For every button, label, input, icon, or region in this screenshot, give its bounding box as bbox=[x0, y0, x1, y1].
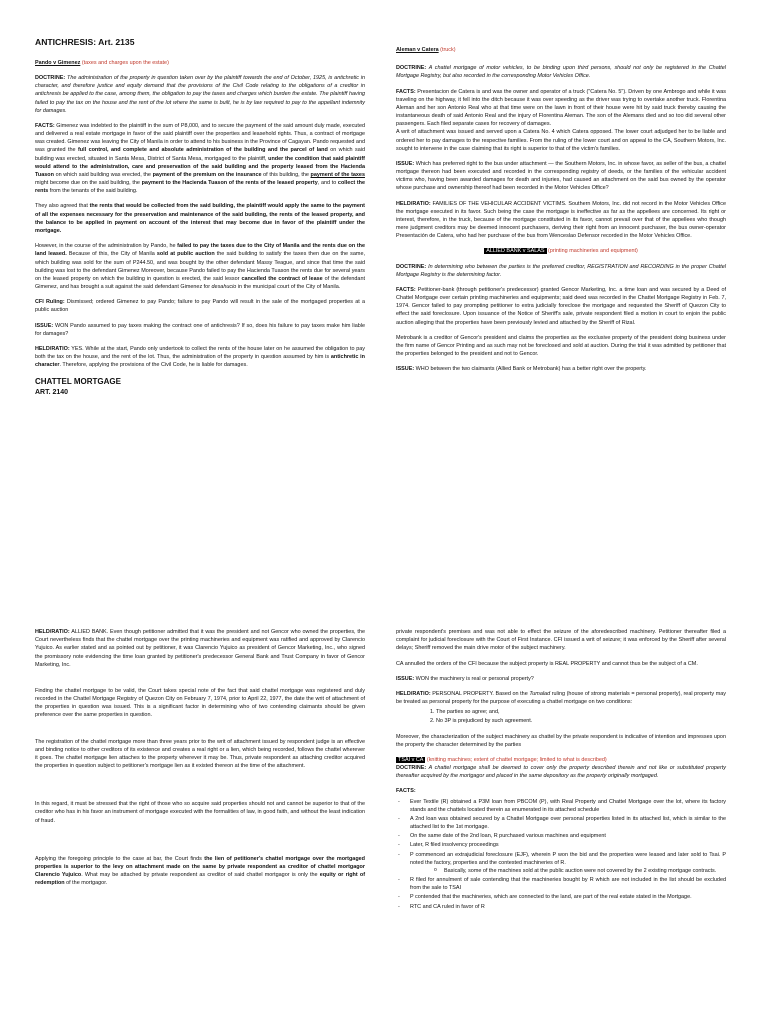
case-tag: (printing machineries and equipment) bbox=[546, 248, 638, 255]
case-name: TSAI v CA bbox=[398, 756, 424, 763]
text: PERSONAL PROPERTY. Based on the bbox=[430, 690, 530, 697]
list-item: - Ever Textile (R) obtained a P3M loan from PBCOM (P), with Real Property and Chattel Mortgage over the lot, where its factory stands and the chattels located therein as enumerated in its attached schedule bbox=[410, 798, 726, 814]
label: DOCTRINE: bbox=[396, 65, 427, 72]
allied-facts bbox=[396, 286, 726, 327]
label: DOCTRINE: bbox=[35, 75, 66, 82]
bold-underline-text: payment of the taxes bbox=[310, 171, 365, 178]
list-item: - R filed for annulment of sale contending that the machineries bought by R which are not included in the list should be excluded from the sale to TSAI bbox=[410, 876, 726, 892]
label: FACTS: bbox=[35, 122, 55, 129]
text: WON the machinery is real or personal property? bbox=[414, 675, 534, 682]
allied-doctrine bbox=[396, 263, 726, 279]
case-name: Pando v Gimenez bbox=[35, 59, 81, 66]
bold-text: equity or right of redemption bbox=[35, 872, 366, 887]
list-item bbox=[410, 851, 726, 876]
continued-facts bbox=[396, 628, 726, 653]
bold-text: full control, and complete and absolute administration of the building and the parcel of land bbox=[77, 147, 328, 154]
text: They also agreed that bbox=[35, 203, 90, 210]
pando-case-title bbox=[35, 59, 365, 67]
label: ISSUE: bbox=[396, 160, 415, 167]
text: Finding the chattel mortgage to be valid, the Court takes special note of the fact that said chattel mortgage was registered and duly recorded in the Chattel Mortgage Registry of Quezon City on February 7, 1974, prior to April 22, 1977, the date the writ of attachment of the properties in question was issued. This is a significant factor in determining who of two contending claimants should be given preference over the same properties in question. bbox=[35, 687, 365, 719]
list-item: 1. The parties so agree; and, bbox=[436, 708, 726, 716]
text: P commenced an extrajudicial foreclosure (EJF), wherein P won the bid and the properties were leased and later sold to Tsai. P noted the factory, properties and the contested machineries of R. bbox=[410, 851, 726, 866]
doctrine-text: The administration of the property in question taken over by the plaintiff towards the end of October, 1925, is antichretic in character, and therefore justice and equity demand that the provisions of the Civil Code relating to the obligations of a creditor in antichresis be applied to the case, among them, the obligation to pay the taxes and charges which burden the estate. The plaintiff having failed to pay the tax on the house and the rent of the lot where the same is built, he is by law required to pay to the appellant indemnity for damages. bbox=[35, 75, 365, 114]
text: on which said building was erected, situated in Santa Mesa, District of Santa Mesa, mortgaged to the plaintiff, bbox=[35, 147, 365, 162]
text: of the defendant Gimenez, and has brought a suit against the said defendant Gimenez for bbox=[35, 275, 365, 291]
bold-text: antichretic in character bbox=[35, 354, 365, 369]
allied-case-title bbox=[396, 247, 726, 255]
text: . What may be attached by private respondent as creditor of said chattel mortgagor is only the bbox=[81, 872, 320, 879]
text: of the mortgagor. bbox=[64, 880, 108, 887]
moreover-paragraph bbox=[396, 733, 726, 749]
bold-text: collect the rents bbox=[35, 180, 365, 195]
label: ISSUE: bbox=[35, 322, 54, 329]
page1-right-column bbox=[396, 46, 726, 381]
bold-text: the rents that would be collected from the said building, the plaintiff would apply the same to the payment of all the expenses necessary for the preservation and maintenance of the said building, the rents of the leased property, and the balance to be applied in payment on account of the interest that may become due in favor of the plaintiff under the mortgage. bbox=[35, 203, 365, 234]
pando-cfi-ruling bbox=[35, 298, 365, 314]
ca-ruling bbox=[396, 660, 726, 668]
aleman-case-title bbox=[396, 46, 726, 54]
text: of this building, the bbox=[261, 171, 311, 178]
pando-doctrine bbox=[35, 74, 365, 115]
machinery-issue bbox=[396, 675, 726, 683]
text: Presentacion de Catera is and was the owner and operator of a truck ("Catera No. 5"). Driven by one Ambrogo and while it was traveling on the highway, it fell into the ditch because it was over speeding as the driver was trying to overtake another truck. Florentina Aleman and her son Antonio Real who at that time were on the lawn in front of their house were hit by said truck thereby causing the instantaneous death of said Antonio Real and the injury of Florentina Aleman. The son of the Alemans died and so too did several other passengers. Each filed separate cases for recovery of damages. bbox=[396, 88, 726, 128]
list-item: 2. No 3P is prejudiced by such agreement. bbox=[436, 717, 726, 725]
text: private respondent's premises and was not able to effect the seizure of the aforedescribed machinery. Petitioner thereafter filed a complaint for judicial foreclosure with the Court of First Instance. CFI issued a writ of seizure; it was enforced by the Sheriff after several delays; Sheriff removed the main drive motor of the subject machinery. bbox=[396, 629, 726, 652]
label: HELD/RATIO: bbox=[35, 345, 70, 352]
label: FACTS: bbox=[396, 286, 416, 293]
bold-text: failed to pay the taxes due to the City of Manila and the rents due on the land leased. bbox=[35, 243, 365, 258]
text: Moreover, the characterization of the subject machinery as chattel by the private respondent is indicative of intention and impresses upon the property the character determined by the parties bbox=[396, 733, 726, 748]
label: HELD/RATIO: bbox=[396, 200, 431, 207]
text: ruling (house of strong materials = personal property), real property may be treated as personal property for the purpose of executing a chattel mortgage on two conditions: bbox=[396, 690, 726, 706]
page2-right-column bbox=[396, 628, 726, 912]
allied-issue bbox=[396, 365, 726, 373]
doctrine-text: A chattel mortgage shall be deemed to cover only the property described therein and not like or substituted property thereafter acquired by the mortgagor and placed in the same depository as the property originally mortgaged. bbox=[396, 765, 726, 780]
tsai-case-title bbox=[396, 756, 726, 764]
case-tag: (truck) bbox=[438, 47, 456, 53]
text: Petitioner-bank (through petitioner's predecessor) granted Gencor Marketing, Inc. a time loan and was secured by a Deed of Chattel Mortgage over certain printing machineries and equipments; said deed was recorded in the Chattel Mortgage Registry in Feb. 7, 1974. Gencor failed to pay prompting petitioner to extra judicially foreclose the mortgage and requested the Sheriff of Quezon City to effect the said foreclosure. Upon issuance of the Notice of Sheriff's sale, private respondent filed a motion in court to enjoin the public auction alleging that the properties have been previously levied and attached by the Sheriff of Rizal. bbox=[396, 286, 726, 326]
tsai-facts-list bbox=[396, 798, 726, 911]
label: DOCTRINE: bbox=[396, 765, 427, 772]
text: ALLIED BANK. Even though petitioner admitted that it was the president and not Gencor who owned the properties, the Court nevertheless finds that the chattel mortgage over the printing machineries and equipment was ratified and approved by Clarencio Yujuico. As earlier stated and as pointed out by petitioner, it was Clarencio Yujuico as president of Gencor Marketing, Inc., who signed the promissory note evidencing the time loan granted by petitioner's predecessor General Bank and Trust Company in favor of Gencor Marketing, Inc. bbox=[35, 629, 365, 668]
pando-facts bbox=[35, 122, 365, 196]
list-item: - Later, R filed insolvency proceedings bbox=[410, 841, 726, 849]
text: WHO between the two claimants (Allied Bank or Metrobank) has a better right over the property. bbox=[414, 366, 647, 373]
text: FAMILIES OF THE VEHICULAR ACCIDENT VICTIMS. Southern Motors, Inc. did not record in the Motor Vehicles Office the mortgage executed in its favor. Such being the case the mortgage is ineffective as far as the appellees are concerned. Its right or interest, therefore, in the truck, because of the mortgage constituted in its favor, cannot prevail over that of the appellees who though mere judgment creditors may be deemed innocent purchasers, deriving their right from an innocent purchaser, the bus owner-operator Presentación de Catera, who had her purchase of the bus from Wenceslao Defensor recorded in the Motor Vehicles Office. bbox=[396, 200, 726, 240]
text: . Therefore, applying the provisions of the Civil Code, he is liable for damages. bbox=[59, 362, 248, 369]
case-name: ALLIED BANK v SALAS bbox=[486, 248, 545, 255]
aleman-doctrine bbox=[396, 64, 726, 80]
antichresis-heading: ANTICHRESIS: Art. 2135 bbox=[35, 37, 135, 47]
text: A writ of attachment was issued and served upon a Catera No. 4 which Catera opposed. The lower court adjudged her to be liable and ordered her to pay damages to the respective families. From the ruling of the lower court and on appeal to the CA, Southern Motors, Inc. sought to intervene in the case claiming that its right is superior to that of the victim's families. bbox=[396, 129, 726, 152]
text: However, in the course of the administration by Pando, he bbox=[35, 243, 178, 250]
conditions-list bbox=[396, 708, 726, 725]
text: Because of this, the City of Manila bbox=[66, 251, 157, 258]
aleman-issue bbox=[396, 160, 726, 193]
pando-issue bbox=[35, 322, 365, 338]
bold-text: payment of the premium on the insurance bbox=[152, 171, 262, 178]
doctrine-text: In determining who between the parties is the preferred creditor, REGISTRATION and RECORDING in the proper Chattel Mortgage Registry is the determining factor. bbox=[396, 263, 726, 278]
label: HELD/RATIO: bbox=[35, 629, 70, 635]
page2-left-column bbox=[35, 628, 365, 894]
pando-however bbox=[35, 242, 365, 291]
list-item: - P contended that the machineries, which are connected to the land, are part of the real estate stated in the Mortgage. bbox=[410, 893, 726, 901]
allied-applying bbox=[35, 855, 365, 888]
list-item: - RTC and CA ruled in favor of R bbox=[410, 903, 726, 911]
chattel-mortgage-heading: CHATTEL MORTGAGE bbox=[35, 377, 121, 387]
pando-held bbox=[35, 345, 365, 370]
label: FACTS: bbox=[396, 88, 416, 95]
text: Which has preferred right to the bus under attachment — the Southern Motors, Inc. in whose favor, as seller of the bus, a chattel mortgage thereon had been executed and recorded in the corresponding registry of deeds, or the families of the vehicular accident victims who, having been awarded damages for death and injuries, had caused an attachment on the said bus owned by the operator whose purchase and ownership thereof had been recorded in the Motor Vehicles Office? bbox=[396, 160, 726, 192]
italic-text: Tumalad bbox=[529, 690, 551, 697]
list-item: - A 2nd loan was obtained secured by a Chattel Mortgage over personal properties listed in its attached list, which is similar to the attached list to the 1st mortgage. bbox=[410, 815, 726, 831]
bold-text: sold at public auction bbox=[156, 251, 215, 258]
text: Dismissed; ordered Gimenez to pay Pando; failure to pay Pando will result in the sale of the mortgaged properties at a public auction bbox=[35, 299, 366, 314]
label: DOCTRINE: bbox=[396, 263, 427, 270]
tsai-doctrine bbox=[396, 764, 726, 780]
tsai-facts-label bbox=[396, 787, 726, 795]
text: YES. While at the start, Pando only undertook to collect the rents of the house later on he assumed the obligation to pay both the tax on the house, and the rent of the lot. Thus, the administration of the property in question assumed by him is bbox=[35, 345, 365, 361]
aleman-facts bbox=[396, 88, 726, 129]
text: the said building to satisfy the taxes then due on the same, which building was sold for the sum of P244.50, and was bought by the other defendant Massy Teague, and since that time the said building was lost to the defendant Gimenez Moreover, because Pando failed to pay the Hacienda Tuason the rents due for several years on the leased property on which the building in question is erected, the said lessor bbox=[35, 251, 365, 282]
bold-text: under the condition that said plaintiff would attend to the administration, care and preservation of the said building and the property leased from the Hacienda Tuason bbox=[35, 155, 365, 178]
text: , and to bbox=[317, 180, 338, 187]
label: ISSUE: bbox=[396, 366, 415, 373]
bold-text: the lien of petitioner's chattel mortgage over the mortgaged properties is superior to the levy on attachment made on the same by private respondent as creditor of chattel mortgagor Clarencio Yujuico bbox=[35, 855, 365, 879]
doctrine-text: A chattel mortgage of motor vehicles, to be binding upon third persons, should not only be registered in the Chattel Mortgage Registry, but also recorded in the corresponding Motor Vehicles Office. bbox=[396, 65, 726, 80]
text: in the municipal court of the City of Manila. bbox=[236, 284, 341, 291]
text: The registration of the chattel mortgage more than three years prior to the writ of attachment issued by respondent judge is an effective and binding notice to other creditors of its existence and creates a real right or a lien, which being recorded, follows the chattel wherever it goes. The chattel mortgage lien attaches to the property wherever it may be. Thus, private respondent as attaching creditor acquired the properties in question subject to petitioner's mortgage lien as it existed thereon at the time of the attachment. bbox=[35, 738, 365, 770]
label: FACTS: bbox=[396, 788, 416, 795]
sub-list-item: o Basically, some of the machines sold at the public auction were not covered by the 2 existing mortgage contracts. bbox=[444, 867, 726, 875]
case-tag: (taxes and charges upon the estate) bbox=[80, 59, 169, 66]
case-tag: (knitting machines; extent of chattel mortgage; limited to what is described) bbox=[425, 756, 607, 763]
bold-text: payment to the Hacienda Tuason of the rents of the leased property bbox=[141, 180, 318, 187]
text: might become due on the said building, the bbox=[35, 180, 142, 187]
allied-registration bbox=[35, 738, 365, 771]
label: CFI Ruling: bbox=[35, 299, 65, 306]
bold-text: cancelled the contract of lease bbox=[241, 275, 323, 282]
text: Gimenez was indebted to the plaintiff in the sum of P8,000, and to secure the payment of the said amount duly made, executed and delivered a real estate mortgage in favor of the said plaintiff over the properties and leasehold rights. Thus, a contract of mortgage was created. Gimenez was leaving the City of Manila in order to attend to his business in the Province of Cagayan. Pando requested and was granted the bbox=[35, 122, 365, 154]
list-item: - On the same date of the 2nd loan, R purchased various machines and equipment bbox=[410, 832, 726, 840]
allied-regard bbox=[35, 800, 365, 825]
text: CA annulled the orders of the CFI because the subject property is REAL PROPERTY and cannot thus be the subject of a CM. bbox=[396, 660, 698, 667]
label: HELD/RATIO: bbox=[396, 690, 431, 697]
text: on which said building was erected, the bbox=[53, 171, 153, 178]
aleman-held bbox=[396, 200, 726, 241]
text: Metrobank is a creditor of Gencor's president and claims the properties as the exclusive property of the president doing business under the firm name of Gencor Printing and as such may not be foreclosed and sold at auction. During the trial it was admitted by petitioner that the properties belonged to the president and not to Gencor. bbox=[396, 334, 726, 358]
text: Applying the foregoing principle to the case at bar, the Court finds bbox=[35, 855, 205, 862]
allied-held bbox=[35, 628, 365, 669]
case-name: Aleman v Catera bbox=[396, 47, 439, 53]
sub-list bbox=[410, 867, 726, 875]
text: WON Pando assumed to pay taxes making the contract one of antichresis? If so, does his failure to pay taxes make him liable for damages? bbox=[35, 322, 365, 337]
art-2140-heading: ART. 2140 bbox=[35, 389, 69, 397]
allied-metrobank bbox=[396, 334, 726, 359]
document-page-2 bbox=[0, 512, 768, 1024]
aleman-facts-2 bbox=[396, 128, 726, 153]
italic-text: desahucio bbox=[211, 284, 237, 291]
text: In this regard, it must be stressed that the right of those who so acquire said properties should not and cannot be superior to that of the creditor who has in his favor an instrument of mortgage executed with the formalities of law, in good faith, and without the least indication of fraud. bbox=[35, 801, 365, 824]
pando-agreement bbox=[35, 202, 365, 235]
machinery-held bbox=[396, 690, 726, 706]
page1-left-column bbox=[35, 36, 365, 399]
text: from the tenants of the said building. bbox=[48, 188, 138, 195]
label: ISSUE: bbox=[396, 675, 415, 682]
allied-finding bbox=[35, 687, 365, 720]
